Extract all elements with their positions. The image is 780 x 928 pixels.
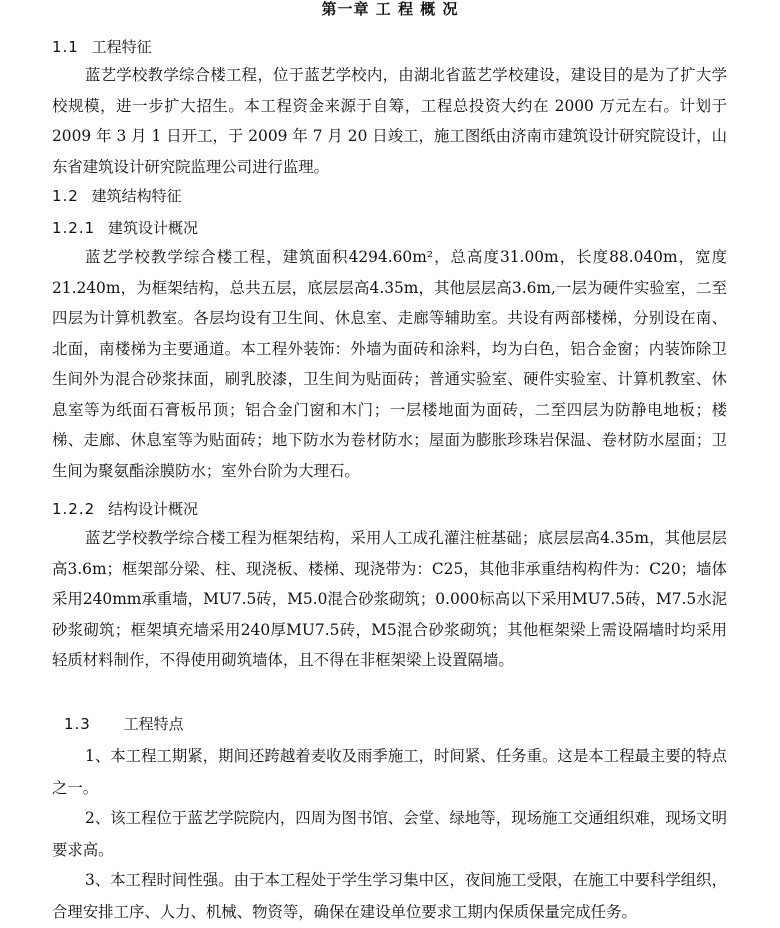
section-heading-1-1 <box>52 36 152 57</box>
feature-item-3: 3、本工程时间性强。由于本工程处于学生学习集中区，夜间施工受限，在施工中要科学组织，合理安排工序、人力、机械、物资等，确保在建设单位要求工期内保质保量完成任务。 <box>52 871 727 921</box>
paragraph-structure-design: 蓝艺学校教学综合楼工程为框架结构，采用人工成孔灌注桩基础；底层层高4.35m，其他层层高3.6m；框架部分梁、柱、现浇板、楼梯、现浇带为：C25，其他非承重结构构件为：C20；墙体采用240mm承重墙，MU7.5砖，M5.0混合砂浆砌筑；0.000标高以下采用MU7.5砖，M7.5水泥砂浆砌筑；框架填充墙采用240厚MU7.5砖，M5混合砂浆砌筑；其他框架梁上需设隔墙时均采用轻质材料制作，不得使用砌筑墙体，且不得在非框架梁上设置隔墙。 <box>52 529 727 669</box>
chapter-title: 第一章 工 程 概 况 <box>321 0 459 18</box>
feature-item-2: 2、该工程位于蓝艺学院院内，四周为图书馆、会堂、绿地等，现场施工交通组织难，现场文明要求高。 <box>52 809 727 859</box>
section-title: 建筑设计概况 <box>107 219 198 237</box>
paragraph-project-features: 蓝艺学校教学综合楼工程，位于蓝艺学校内，由湖北省蓝艺学校建设，建设目的是为了扩大学校规模，进一步扩大招生。本工程资金来源于自筹，工程总投资大约在 2000 万元左右。计划于 2009 年 3 月 1 日开工，于 2009 年 7 月 20 日竣工，施工图纸由济南市建筑设计研究院设计，山东省建筑设计研究院监理公司进行监理。 <box>52 66 727 176</box>
section-number: 1.3 <box>64 715 91 733</box>
paragraph-architecture-design: 蓝艺学校教学综合楼工程，建筑面积4294.60m²，总高度31.00m，长度88.040m，宽度21.240m，为框架结构，总共五层，底层层高4.35m，其他层层高3.6m,一层为硬件实验室，二至四层为计算机教室。各层均设有卫生间、休息室、走廊等辅助室。共设有两部楼梯，分别设在南、北面，南楼梯为主要通道。本工程外装饰：外墙为面砖和涂料，均为白色，铝合金窗；内装饰除卫生间外为混合砂浆抹面，刷乳胶漆，卫生间为贴面砖；普通实验室、硬件实验室、计算机教室、休息室等为纸面石膏板吊顶；铝合金门窗和木门；一层楼地面为面砖，二至四层为防静电地板；楼梯、走廊、休息室等为贴面砖；地下防水为卷材防水；屋面为膨胀珍珠岩保温、卷材防水屋面；卫生间为聚氨酯涂膜防水；室外台阶为大理石。 <box>52 248 727 480</box>
section-heading-1-2-2 <box>52 498 198 519</box>
section-heading-1-3 <box>64 713 184 734</box>
section-title: 建筑结构特征 <box>91 187 182 205</box>
feature-item-1: 1、本工程工期紧，期间还跨越着麦收及雨季施工，时间紧、任务重。这是本工程最主要的特点之一。 <box>52 747 727 797</box>
section-number: 1.1 <box>52 38 79 56</box>
section-title: 工程特征 <box>91 38 152 56</box>
section-number: 1.2.2 <box>52 500 96 518</box>
section-number: 1.2.1 <box>52 219 96 237</box>
section-title: 结构设计概况 <box>107 500 198 518</box>
section-number: 1.2 <box>52 187 79 205</box>
section-heading-1-2 <box>52 185 182 206</box>
section-heading-1-2-1 <box>52 217 198 238</box>
section-title: 工程特点 <box>123 715 184 733</box>
